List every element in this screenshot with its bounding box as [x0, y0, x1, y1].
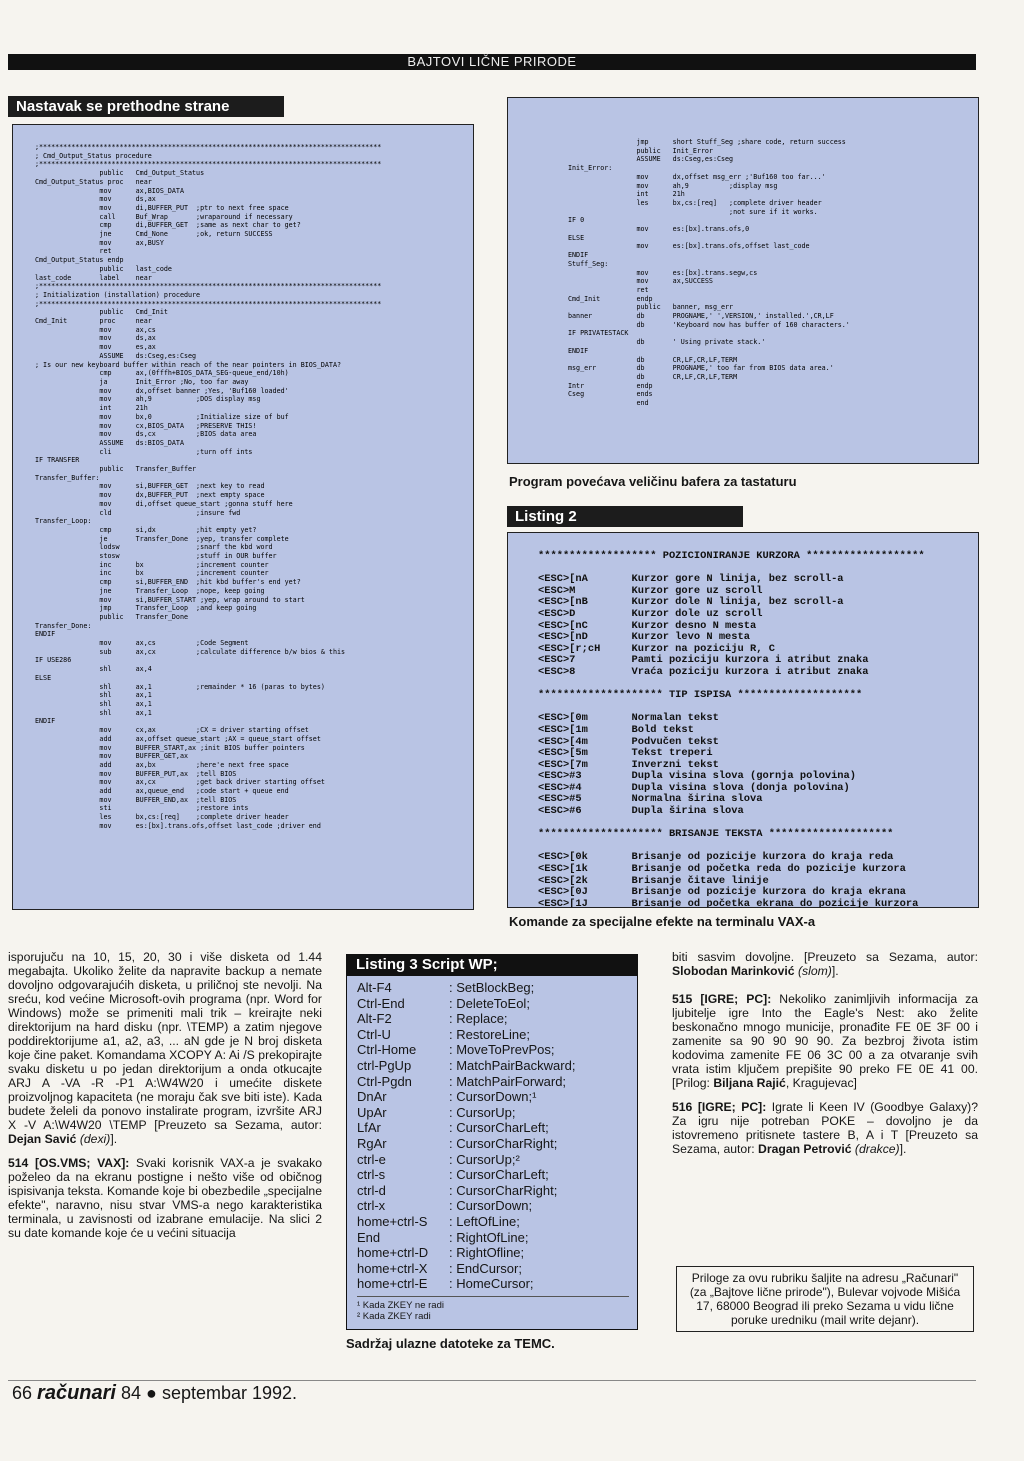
- issue-date: septembar 1992.: [161, 1383, 298, 1403]
- listing-3-caption: Sadržaj ulazne datoteke za TEMC.: [346, 1335, 555, 1351]
- listing-1-code: ;************************************************************************************* ; Cmd_Output_Status procedure ;************************************************************************************* public Cmd_Output_Status Cmd_Output_Status proc near mov ax,BIOS_DATA mov ds,ax mov di,BUFFER_PUT ;ptr to next free space call Buf_Wrap ;wraparound if necessary cmp di,BUFFER_GET ;same as next char to get? jne Cmd_None ;ok, return SUCCESS mov ax,BUSY ret Cmd_Output_Status endp public last_code last_code label near ;************************************************************************************* ; Initialization (installation) procedure ;************************************************************************************* public Cmd_Init Cmd_Init proc near mov ax,cs mov ds,ax mov es,ax ASSUME ds:Cseg,es:Cseg ; Is our new keyboard buffer within reach of the near pointers in BIOS_DATA? cmp ax,(0fffh+BIOS_DATA_SEG-queue_end/10h) ja Init_Error ;No, too far away mov dx,offset banner ;Yes, 'Buf160 loaded' mov ah,9 ;DOS display msg int 21h mov bx,0 ;Initialize size of buf mov cx,BIOS_DATA ;PRESERVE THIS! mov ds,cx ;BIOS data area ASSUME ds:BIOS_DATA cli ;turn off ints IF TRANSFER public Transfer_Buffer Transfer_Buffer: mov si,BUFFER_GET ;next key to read mov dx,BUFFER_PUT ;next empty space mov di,offset queue_start ;gonna stuff here cld ;insure fwd Transfer_Loop: cmp si,dx ;hit empty yet? je Transfer_Done ;yep, transfer complete lodsw ;snarf the kbd word stosw ;stuff in OUR buffer inc bx ;increment counter inc bx ;increment counter cmp si,BUFFER_END ;hit kbd buffer's end yet? jne Transfer_Loop ;nope, keep going mov si,BUFFER_START ;yep, wrap around to start jmp Transfer_Loop ;and keep going public Transfer_Done Transfer_Done: ENDIF mov ax,cs ;Code Segment sub ax,cx ;calculate difference b/w bios & this IF USE286 shl ax,4 ELSE shl ax,1 ;remainder * 16 (paras to bytes) shl ax,1 shl ax,1 shl ax,1 ENDIF mov cx,ax ;CX = driver starting offset add ax,offset queue_start ;AX = queue_start offset mov BUFFER_START,ax ;init BIOS buffer pointers mov BUFFER_GET,ax add ax,bx ;here'e next free space mov BUFFER_PUT,ax ;tell BIOS mov ax,cx ;get back driver starting offset add ax,queue_end ;code start + queue end mov BUFFER_END,ax ;tell BIOS sti ;restore ints les bx,cs:[req] ;complete driver header mov es:[bx].trans.ofs,offset last_code ;driver end: [35, 143, 382, 830]
- listing-3-row: [357, 1105, 629, 1121]
- listing-1-code-box: [12, 124, 474, 910]
- command-name: : Replace;: [449, 1011, 508, 1027]
- footer-rule: [8, 1380, 976, 1381]
- key-binding: home+ctrl-E: [357, 1276, 428, 1292]
- key-binding: End: [357, 1229, 381, 1245]
- key-binding: home+ctrl-D: [357, 1245, 429, 1261]
- text-column-1: [8, 950, 322, 1250]
- listing-1b-caption: Program povećava veličinu bafera za tastaturu: [509, 474, 797, 489]
- paragraph-continued: biti sasvim dovoljne. [Preuzeto sa Sezama, autor: Slobodan Marinković (slom)].: [672, 950, 978, 978]
- key-binding: Alt-F2: [357, 1011, 392, 1027]
- paragraph-514: 514 [OS.VMS; VAX]: Svaki korisnik VAX-a je svakako poželeo da na ekranu postigne i nešto više od običnog ispisivanja teksta. Komande koje bi obezbedile „specijalne efekte", naravno, nisu stvar VMS-a nego karakteristika terminala, u zavisnosti od izabrane emulacije. Na slici 2 su date komande koje će u većini situacija: [8, 1156, 322, 1240]
- paragraph-516: 516 [IGRE; PC]: Igrate li Keen IV (Goodbye Galaxy)? Za igru nije potreban POKE – dovoljno je da istovremeno pritisnete tastere B, A i T [Preuzeto sa Sezama, autor: Dragan Petrović (drakce)].: [672, 1100, 978, 1156]
- command-name: : DeleteToEol;: [449, 995, 530, 1011]
- submission-notice: Priloge za ovu rubriku šaljite na adresu „Računari" (za „Bajtove lične prirode"), Bulevar vojvode Mišića 17, 68000 Beograd ili preko Sezama u vidu lične poruke uredniku (mail write dejanr).: [676, 1266, 974, 1332]
- issue-number: 84: [121, 1383, 142, 1403]
- listing-3-row: [357, 1261, 629, 1277]
- listing-1b-code-box: [507, 97, 979, 464]
- command-name: : CursorCharRight;: [449, 1182, 558, 1198]
- command-name: : RightOfLine;: [449, 1229, 529, 1245]
- command-name: : MoveToPrevPos;: [449, 1042, 555, 1058]
- text-column-3: [672, 950, 978, 1166]
- listing-3-row: [357, 1214, 629, 1230]
- listing-3-box: [346, 975, 638, 1330]
- listing-3: [346, 954, 638, 1351]
- listing-3-row: [357, 1167, 629, 1183]
- magazine-name: računari: [37, 1382, 116, 1404]
- listing-3-row: [357, 980, 629, 996]
- command-name: : SetBlockBeg;: [449, 980, 535, 995]
- section-title: BAJTOVI LIČNE PRIRODE: [407, 54, 577, 69]
- listing-3-title: Listing 3 Script WP;: [346, 954, 638, 975]
- command-name: : MatchPairBackward;: [449, 1057, 576, 1073]
- listing-2-code: ******************* POZICIONIRANJE KURZORA ******************* <ESC>[nA Kurzor gore N linija, bez scroll-a <ESC>M Kurzor gore uz scroll <ESC>[nB Kurzor dole N linija, bez scroll-a <ESC>D Kurzor dole uz scroll <ESC>[nC Kurzor desno N mesta <ESC>[nD Kurzor levo N mesta <ESC>[r;cH Kurzor na poziciju R, C <ESC>7 Pamti poziciju kurzora i atribut znaka <ESC>8 Vraća poziciju kurzora i atribut znaka ******************** TIP ISPISA ******************** <ESC>[0m Normalan tekst <ESC>[1m Bold tekst <ESC>[4m Podvučen tekst <ESC>[5m Tekst treperi <ESC>[7m Inverzni tekst <ESC>#3 Dupla visina slova (gornja polovina) <ESC>#4 Dupla visina slova (donja polovina) <ESC>#5 Normalna širina slova <ESC>#6 Dupla širina slova ******************** BRISANJE TEKSTA ******************** <ESC>[0k Brisanje od pozicije kurzora do kraja reda <ESC>[1k Brisanje od početka reda do pozicije kurzora <ESC>[2k Brisanje čitave linije <ESC>[0J Brisanje od pozicije kurzora do kraja ekrana <ESC>[1J Brisanje od početka ekrana do pozicije kurzora: [538, 550, 925, 908]
- listing-3-row: [357, 1074, 629, 1090]
- command-name: : RightOfline;: [449, 1245, 525, 1261]
- listing-2-code-box: [507, 532, 979, 908]
- listing-3-row: [357, 1276, 629, 1292]
- listing-2-title: Listing 2: [507, 506, 743, 527]
- key-binding: home+ctrl-S: [357, 1213, 428, 1229]
- command-name: : CursorDown;¹: [449, 1089, 537, 1105]
- command-name: : CursorCharLeft;: [449, 1167, 549, 1183]
- page-footer: [12, 1382, 297, 1405]
- key-binding: RgAr: [357, 1135, 387, 1151]
- command-name: : RestoreLine;: [449, 1026, 530, 1042]
- key-binding: ctrl-s: [357, 1167, 386, 1183]
- listing-1b-code: jmp short Stuff_Seg ;share code, return success public Init_Error ASSUME ds:Cseg,es:Cseg Init_Error: mov dx,offset msg_err ;'Buf160 too far...' mov ah,9 ;display msg int 21h les bx,cs:[req] ;complete driver header ;not sure if it works. IF 0 mov es:[bx].trans.ofs,0 ELSE mov es:[bx].trans.ofs,offset last_code ENDIF Stuff_Seg: mov es:[bx].trans.segw,cs mov ax,SUCCESS ret Cmd_Init endp public banner, msg_err banner db PROGNAME,' ',VERSION,' installed.',CR,LF db 'Keyboard now has buffer of 160 characters.' IF PRIVATESTACK db ' Using private stack.' ENDIF db CR,LF,CR,LF,TERM msg_err db PROGNAME,' too far from BIOS data area.' db CR,LF,CR,LF,TERM Intr endp Cseg ends end: [568, 138, 850, 408]
- listing-3-footnote-1: ¹ Kada ZKEY ne radi: [357, 1299, 444, 1311]
- listing-3-row: [357, 1120, 629, 1136]
- command-name: : EndCursor;: [449, 1260, 522, 1276]
- command-name: : CursorCharRight;: [449, 1135, 558, 1151]
- listing-3-row: [357, 1027, 629, 1043]
- command-name: : MatchPairForward;: [449, 1073, 567, 1089]
- command-name: : CursorUp;: [449, 1104, 516, 1120]
- key-binding: UpAr: [357, 1104, 387, 1120]
- listing-3-row: [357, 1042, 629, 1058]
- key-binding: home+ctrl-X: [357, 1260, 428, 1276]
- key-binding: LfAr: [357, 1120, 381, 1136]
- paragraph-515: 515 [IGRE; PC]: Nekoliko zanimljivih informacija za ljubitelje igre Into the Eagle's Nest: ako želite beskonačno mnogo municije, pronađite FE 0E 3F 00 i zamenite sa 90 90 90 90. Za bezbroj života istim kodovima zamenite FE 06 3C 00 a za otvaranje svih vrata istim ključem prepišite 90 preko FE 0E 41 00. [Prilog: Biljana Rajić, Kragujevac]: [672, 992, 978, 1090]
- listing-1: [8, 96, 480, 914]
- key-binding: Ctrl-End: [357, 995, 405, 1011]
- key-binding: Ctrl-Home: [357, 1042, 417, 1058]
- listing-3-row: [357, 1089, 629, 1105]
- listing-3-footnote-2: ² Kada ZKEY radi: [357, 1311, 431, 1323]
- key-binding: DnAr: [357, 1089, 387, 1105]
- command-name: : LeftOfLine;: [449, 1213, 520, 1229]
- command-name: : CursorDown;: [449, 1198, 533, 1214]
- key-binding: ctrl-x: [357, 1198, 386, 1214]
- command-name: : CursorCharLeft;: [449, 1120, 549, 1136]
- listing-2: [507, 506, 977, 906]
- key-binding: ctrl-e: [357, 1151, 386, 1167]
- command-name: : HomeCursor;: [449, 1276, 534, 1292]
- listing-2-caption: Komande za specijalne efekte na terminalu VAX-a: [509, 914, 816, 929]
- listing-3-row: [357, 1230, 629, 1246]
- key-binding: Alt-F4: [357, 980, 392, 995]
- paragraph-backup: isporujuču na 10, 15, 20, 30 i više disketa od 1.44 megabajta. Ukoliko želite da napravite backup a nemate dovoljno odgovarajućih disketa, u priličnoj ste nevolji. Na sreću, kod većine Microsoft-ovih programa (npr. Word for Windows) može se primeniti mali trik – kreirajte neki direktorijum na hard disku (npr. \TEMP) a zatim njegove poddirektorijume a1, a2, a3, ... aN gde je N broj disketa koje čine paket. Komandama XCOPY A: Ai /S prekopirajte svaku disketu u po jedan direktorijum a onda otkucajte ARJ A -VA -R -P1 A:\W4W20 i umećite diskete proizvoljnog kapaciteta (ne moraju čak sve biti iste). Kada budete želeli da ponovo instalirate program, izvršite ARJ X -V A:\W4W20 \TEMP [Preuzeto sa Sezama, autor: Dejan Savić (dexi)].: [8, 950, 322, 1146]
- listing-3-row: [357, 1245, 629, 1261]
- listing-3-row: [357, 1152, 629, 1168]
- page-number: 66: [12, 1383, 33, 1403]
- key-binding: Ctrl-U: [357, 1026, 391, 1042]
- key-binding: ctrl-d: [357, 1182, 386, 1198]
- listing-3-row: [357, 1198, 629, 1214]
- listing-3-row: [357, 1058, 629, 1074]
- key-binding: ctrl-PgUp: [357, 1057, 412, 1073]
- listing-3-row: [357, 1011, 629, 1027]
- command-name: : CursorUp;²: [449, 1151, 520, 1167]
- listing-3-row: [357, 1183, 629, 1199]
- listing-3-row: [357, 1136, 629, 1152]
- bullet: ●: [146, 1383, 157, 1403]
- listing-3-row: [357, 996, 629, 1012]
- listing-1-title: Nastavak se prethodne strane: [8, 96, 284, 117]
- key-binding: Ctrl-Pgdn: [357, 1073, 412, 1089]
